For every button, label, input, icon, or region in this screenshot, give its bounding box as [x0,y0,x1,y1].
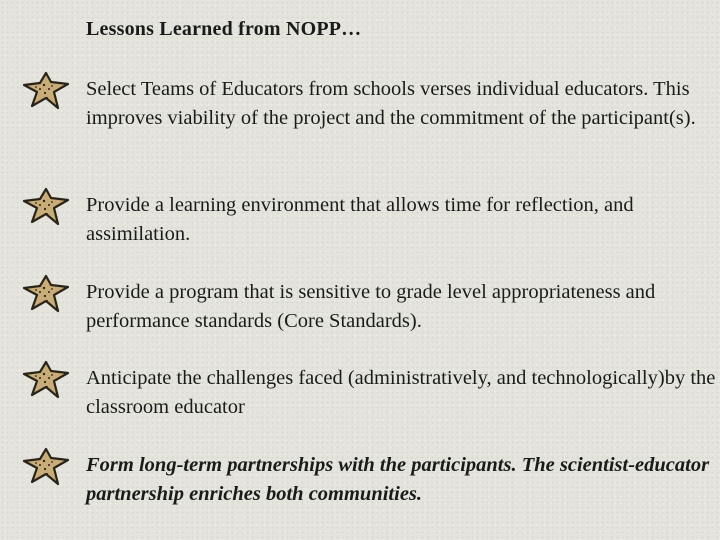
slide-title: Lessons Learned from NOPP… [86,18,362,40]
bullet-text: Provide a program that is sensitive to grade level appropriateness and performance standards (Core Standards). [86,281,656,332]
bullet-text: Anticipate the challenges faced (administratively, and technologically)by the classroom educator [86,367,716,418]
bullet-text: Select Teams of Educators from schools verses individual educators. This improves viability of the project and the commitment of the participant(s). [86,78,696,129]
starfish-icon [16,356,72,404]
starfish-icon [16,443,72,491]
starfish-icon [16,270,72,318]
starfish-icon [16,183,72,231]
bullet-text: Provide a learning environment that allows time for reflection, and assimilation. [86,194,634,245]
bullet-text-emphasized: Form long-term partnerships with the participants. The scientist-educator partnership enriches both communities. [86,454,710,505]
starfish-icon [16,67,72,115]
